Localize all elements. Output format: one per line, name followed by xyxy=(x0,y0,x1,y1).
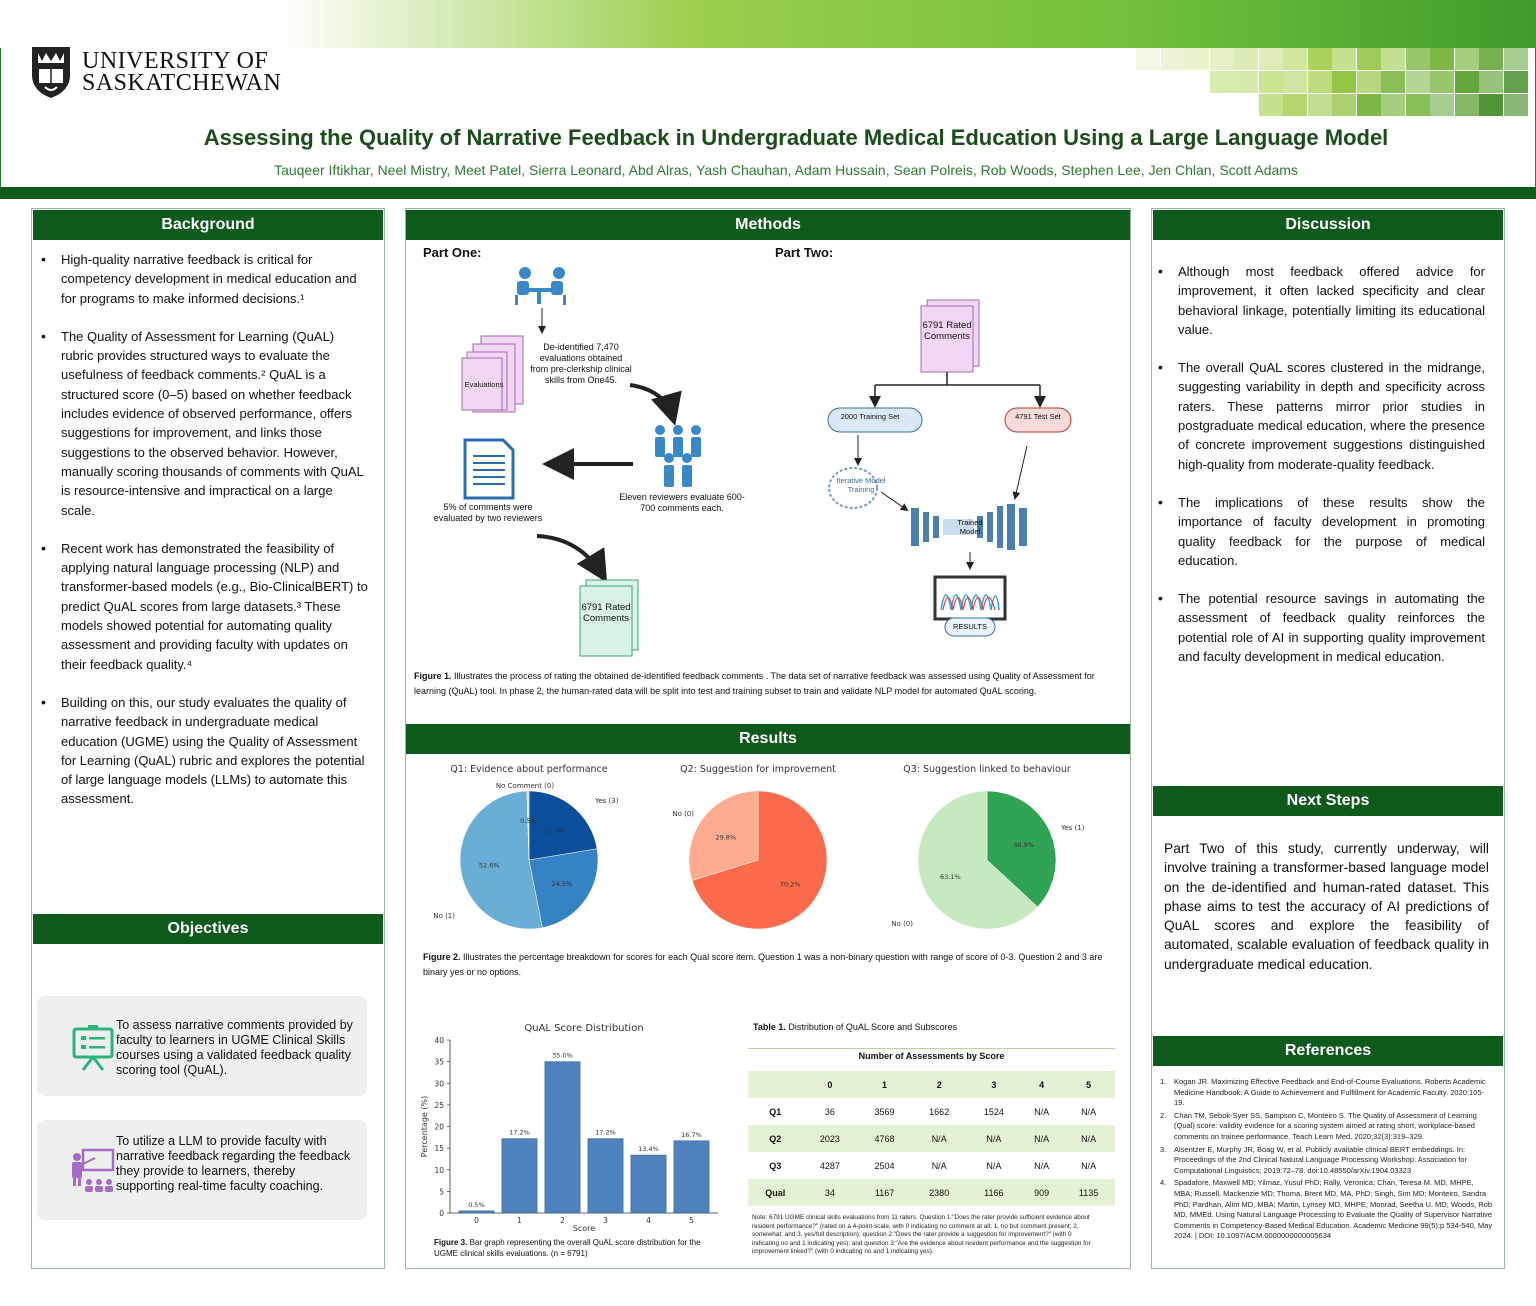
reference-text: Spadafore, Maxwell MD; Yilmaz, Yusuf PhD; Rally, Veronica; Chan, Teresa M. MD, MHPE, MBA; Russell, Mackenzie MD; Thoma, Brent MD, MA, PhD; Singh, Sim MD; Monteiro, Sandra PhD; Pardhan, Alim MD, MBA; Martin, Lynsey MD, MHPE; Monrad, Seetha U. MD; Woods, Rob MD, MMEd. Using Natural Language Processing to Evaluate the Quality of Supervisor Narrative Comments in Competency-Based Medical Education. Academic Medicine 99(5):p 534-540, May 2024. | DOI: 10.1097/ACM.0000000000005634 xyxy=(1174,1178,1493,1241)
pie-category-label: No (1) xyxy=(433,912,455,920)
list-item: • The implications of these results show the importance of faculty development in promoting quality feedback for the purpose of medical education. xyxy=(1150,493,1485,570)
table-cell: N/A xyxy=(1081,1133,1097,1144)
bar-value-label: 17.2% xyxy=(595,1128,616,1137)
table-cell: N/A xyxy=(931,1160,947,1171)
document-icon xyxy=(465,440,513,498)
table-cell: 2504 xyxy=(874,1160,895,1171)
figure2-text: Illustrates the percentage breakdown for scores for each Qual score item. Question 1 was a non-binary question with range of score of 0-3. Question 2 and 3 are binary yes or no options. xyxy=(423,952,1103,977)
pie-title: Q2: Suggestion for improvement xyxy=(680,764,836,775)
x-tick-label: 1 xyxy=(517,1216,522,1225)
figure1-label: Figure 1. xyxy=(414,671,452,681)
deidentified-text: De-identified 7,470 evaluations obtained from pre-clerkship clinical skills from One45. xyxy=(530,342,632,385)
pie-value-label: 63.1% xyxy=(939,873,961,882)
reference-item xyxy=(1160,1178,1493,1242)
part-two-label: Part Two: xyxy=(775,245,834,260)
table-header-cell: 5 xyxy=(1086,1079,1092,1090)
reference-number: 1. xyxy=(1160,1077,1167,1086)
figure3-text: Bar graph representing the overall QuAL score distribution for the UGME clinical skills evaluations. (n = 6791) xyxy=(434,1238,701,1258)
bar xyxy=(502,1139,537,1213)
table-cell: 909 xyxy=(1034,1187,1050,1198)
reference-number: 2. xyxy=(1160,1110,1167,1120)
y-axis-label: Percentage (%) xyxy=(420,1095,429,1158)
pie-category-label: No (0) xyxy=(891,920,913,928)
next-steps-heading: Next Steps xyxy=(1153,786,1503,816)
table-cell: 1166 xyxy=(984,1187,1004,1198)
rated-comments-label-part-two: 6791 Rated Comments xyxy=(922,320,972,342)
discussion-list xyxy=(1150,262,1485,685)
crest-icon xyxy=(30,45,72,99)
table-cell: Q3 xyxy=(769,1160,782,1171)
meeting-people-icon xyxy=(515,267,566,305)
teacher-presentation-icon xyxy=(69,1148,115,1194)
header-divider xyxy=(0,187,1536,199)
table-cell: Q1 xyxy=(769,1106,782,1117)
table-cell: 4768 xyxy=(874,1133,895,1144)
pie-value-label: 22.4% xyxy=(544,826,566,835)
university-logo xyxy=(30,45,281,99)
bar-value-label: 13.4% xyxy=(638,1145,659,1154)
evaluations-stack-icon xyxy=(462,336,523,412)
y-tick-label: 40 xyxy=(434,1036,444,1045)
figure1-caption xyxy=(414,669,1114,699)
y-tick-label: 0 xyxy=(439,1209,444,1218)
table1-caption xyxy=(753,1020,1113,1035)
header-gradient-bar xyxy=(0,0,1536,48)
iterative-training-label: Iterative Model Training xyxy=(836,476,886,494)
table-row xyxy=(748,1179,1115,1206)
pie-value-label: 52.6% xyxy=(478,861,500,870)
bar-value-label: 16.7% xyxy=(681,1130,702,1139)
figure2-label: Figure 2. xyxy=(423,952,461,962)
table-row xyxy=(748,1125,1115,1152)
list-item: • Recent work has demonstrated the feasibility of applying natural language processing (NLP) and transformer-based models (e.g., Bio-ClinicalBERT) to predict QuAL scores from large datasets.³ These models showed potential for automating quality assessment and providing faculty with updates on their feedback quality.⁴ xyxy=(33,539,370,674)
y-tick-label: 20 xyxy=(434,1122,444,1132)
objective-card-2 xyxy=(37,1120,367,1220)
objective-card-1 xyxy=(37,996,367,1096)
figure3-caption xyxy=(434,1237,714,1259)
objective-text-1: To assess narrative comments provided by faculty to learners in UGME Clinical Skills courses using a validated feedback quality scoring tool (QuAL). xyxy=(116,1018,353,1077)
university-name-line2: SASKATCHEWAN xyxy=(82,70,282,96)
pie-charts xyxy=(405,756,1131,946)
table-cell: N/A xyxy=(1081,1106,1097,1117)
table-cell: 1167 xyxy=(874,1187,895,1198)
pie-value-label: 0.5% xyxy=(520,816,537,825)
table-row xyxy=(748,1152,1115,1179)
table-cell: 2380 xyxy=(929,1187,950,1198)
x-tick-label: 3 xyxy=(603,1216,608,1225)
figure2-caption xyxy=(423,950,1113,980)
x-tick-label: 2 xyxy=(560,1216,565,1225)
table-cell: 1662 xyxy=(929,1106,950,1117)
reference-item xyxy=(1160,1077,1493,1109)
bar xyxy=(588,1139,623,1213)
bar-value-label: 35.0% xyxy=(552,1051,573,1060)
table-cell: Qual xyxy=(765,1187,786,1198)
y-tick-label: 25 xyxy=(434,1100,444,1110)
reviewers-text: Eleven reviewers evaluate 600-700 comments each. xyxy=(619,492,745,513)
bar-value-label: 0.5% xyxy=(468,1200,485,1209)
table-cell: 1135 xyxy=(1078,1187,1099,1198)
y-tick-label: 5 xyxy=(439,1187,444,1197)
bar-chart-title: QuAL Score Distribution xyxy=(524,1023,644,1034)
table-cell: N/A xyxy=(931,1133,947,1144)
table-cell: N/A xyxy=(1081,1160,1097,1171)
table-title: Number of Assessments by Score xyxy=(858,1051,1005,1061)
methods-flow-diagram xyxy=(405,240,1131,670)
list-item: • The potential resource savings in automating the assessment of feedback quality reinforces the potential role of AI in supporting quality improvement and faculty development in medical education. xyxy=(1150,589,1485,666)
part-one-label: Part One: xyxy=(423,245,482,260)
table-header-cell: 2 xyxy=(936,1079,942,1090)
y-tick-label: 15 xyxy=(434,1144,444,1154)
bar xyxy=(545,1062,580,1213)
score-table xyxy=(748,1071,1115,1206)
list-item: • High-quality narrative feedback is critical for competency development in medical education and for programs to make informed decisions.¹ xyxy=(33,250,370,308)
pie-category-label: No Comment (0) xyxy=(495,782,555,790)
next-steps-text: Part Two of this study, currently underway, will involve training a transformer-based language model on the de-identified and human-rated dataset. This phase aims to test the accuracy of AI predictions of QuAL scores and explore the feasibility of automated, scalable evaluation of feedback quality in undergraduate medical education. xyxy=(1164,841,1489,972)
pie-title: Q3: Suggestion linked to behaviour xyxy=(903,764,1071,775)
pie-title: Q1: Evidence about performance xyxy=(450,764,608,775)
table-cell: 2023 xyxy=(819,1133,840,1144)
table-cell: 36 xyxy=(824,1106,835,1117)
bar xyxy=(674,1141,709,1213)
table-cell: N/A xyxy=(986,1133,1002,1144)
table-header-cell: 4 xyxy=(1039,1079,1045,1090)
table-cell: 3569 xyxy=(874,1106,895,1117)
table-cell: 4287 xyxy=(819,1160,840,1171)
list-item: • Although most feedback offered advice for improvement, it often lacked specificity and clear behavioral linkage, potentially limiting its educational value. xyxy=(1150,262,1485,339)
table-cell: N/A xyxy=(1034,1160,1050,1171)
bar xyxy=(459,1211,494,1213)
poster-authors: Tauqeer Iftikhar, Neel Mistry, Meet Patel, Sierra Leonard, Abd Alras, Yash Chauhan, Adam Hussain, Sean Polreis, Rob Woods, Stephen Lee, Jen Chlan, Scott Adams xyxy=(274,162,1298,178)
table-note: Note: 6791 UGME clinical skills evaluations from 11 raters. Question 1:"Does the rater provide sufficient evidence about resident performance?" (rated on a 4-point scale, with 0 indicating no comment at all; 1, no but comment present; 2, somewhat; and 3, yes/full description); question 2:"Does the rater provide a suggestion for improvement?" (with 0 indicating no and 1 indicating yes); and question 3:"Are the evidence about resident performance and the suggestion for improvement linked?" (with 0 indicating no and 1 indicating yes). xyxy=(752,1214,1091,1256)
table-cell: 1524 xyxy=(983,1106,1004,1117)
reference-number: 3. xyxy=(1160,1144,1167,1154)
header-tile-pattern xyxy=(1136,48,1536,116)
table-cell: N/A xyxy=(1034,1106,1050,1117)
trained-model-label: Trained Model xyxy=(957,518,983,536)
checklist-board-icon xyxy=(71,1024,115,1072)
reference-text: Kogan JR. Maximizing Effective Feedback and End-of-Course Evaluations. Roberts Academic Medicine Handbook: A Guide to Achievement and Fulfillment for Academic Faculty. 2020:105-19. xyxy=(1174,1077,1486,1108)
table1-label: Table 1. xyxy=(753,1022,786,1032)
pie-value-label: 70.2% xyxy=(779,880,801,889)
rated-comments-label-part-one: 6791 Rated Comments xyxy=(581,602,631,624)
table-cell: N/A xyxy=(1034,1133,1050,1144)
table-cell: Q2 xyxy=(769,1133,782,1144)
table-header-cell: 0 xyxy=(827,1079,833,1090)
reference-item xyxy=(1160,1111,1493,1143)
y-tick-label: 35 xyxy=(434,1057,444,1067)
test-set-label: 4791 Test Set xyxy=(1015,412,1061,421)
pie-category-label: No (0) xyxy=(672,810,694,818)
references-heading: References xyxy=(1153,1036,1503,1066)
bar xyxy=(631,1155,666,1213)
table-row xyxy=(748,1098,1115,1125)
table-header-cell: 3 xyxy=(991,1079,997,1090)
pie-category-label: Yes (1) xyxy=(1061,824,1085,832)
figure3-label: Figure 3. xyxy=(434,1238,468,1247)
reference-number: 4. xyxy=(1160,1178,1167,1188)
list-item: • The Quality of Assessment for Learning (QuAL) rubric provides structured ways to evaluate the usefulness of feedback comments.² QuAL is a structured score (0–5) based on whether feedback includes evidence of observed performance, offers suggestions for improvement, and links those suggestions to the observed behavior. However, manually scoring thousands of comments with QuAL is resource-intensive and impractical on a large scale. xyxy=(33,327,370,520)
double-review-text: 5% of comments were evaluated by two reviewers xyxy=(433,502,543,523)
x-tick-label: 4 xyxy=(646,1216,651,1225)
pie-category-label: Yes (3) xyxy=(595,797,619,805)
results-monitor-icon xyxy=(935,577,1005,619)
reference-text: Chan TM, Sebok-Syer SS, Sampson C, Monteiro S. The Quality of Assessment of Learning (Qual) score: validity evidence for a scoring system aimed at rating short, workplace-based comments on trainee performance. Teach Learn Med. 2020;32(3):319–329. xyxy=(1174,1110,1477,1141)
background-heading: Background xyxy=(33,210,383,240)
pie-value-label: 24.5% xyxy=(551,879,573,888)
background-list xyxy=(33,250,370,828)
methods-heading: Methods xyxy=(406,210,1130,240)
objective-text-2: To utilize a LLM to provide faculty with narrative feedback regarding the feedback they provide to learners, thereby supporting real-time faculty coaching. xyxy=(116,1134,351,1193)
table-header-cell xyxy=(748,1071,803,1098)
list-item: • Building on this, our study evaluates the quality of narrative feedback in undergraduate medical education (UGME) using the Quality of Assessment for Learning (QuAL) rubric and explores the potential of large language models (LLMs) to automate this assessment. xyxy=(33,693,370,809)
training-set-label: 2000 Training Set xyxy=(840,412,900,421)
references-list xyxy=(1160,1077,1493,1244)
x-axis-label: Score xyxy=(572,1224,596,1233)
reference-text: Alsentzer E, Murphy JR, Boag W, et al. Publicly available clinical BERT embeddings. In: Proceedings of the 2nd Clinical Natural Language Processing Workshop. Association for Computational Linguistics; 2019:72–78. doi:10.48550/arXiv.1904.03323 xyxy=(1174,1144,1467,1175)
table-cell: 34 xyxy=(824,1187,835,1198)
poster-title: Assessing the Quality of Narrative Feedback in Undergraduate Medical Education Using a Large Language Model xyxy=(203,125,1389,150)
results-heading: Results xyxy=(406,724,1130,754)
table-header-cell: 1 xyxy=(882,1079,888,1090)
pie-value-label: 36.9% xyxy=(1013,840,1035,849)
bar-chart xyxy=(405,1015,725,1235)
y-tick-label: 10 xyxy=(434,1165,444,1175)
objectives-heading: Objectives xyxy=(33,914,383,944)
reference-item xyxy=(1160,1145,1493,1177)
discussion-heading: Discussion xyxy=(1153,210,1503,240)
y-tick-label: 30 xyxy=(434,1079,444,1089)
reviewers-group-icon xyxy=(655,425,701,487)
x-tick-label: 0 xyxy=(474,1216,479,1225)
x-tick-label: 5 xyxy=(689,1216,694,1225)
list-item: • The overall QuAL scores clustered in the midrange, suggesting variability in depth and specificity across raters. These patterns mirror prior studies in postgraduate medical education, where the presence of concrete improvement suggestions distinguished high-quality from moderate-quality feedback. xyxy=(1150,358,1485,474)
university-name-line1: UNIVERSITY OF xyxy=(82,48,269,74)
results-box-label: RESULTS xyxy=(952,622,988,631)
bar-value-label: 17.2% xyxy=(509,1128,530,1137)
figure1-text: Illustrates the process of rating the obtained de-identified feedback comments . The data set of narrative feedback was assessed using Quality of Assessment for learning (QuAL) tool. In phase 2, the human-rated data will be split into test and training subset to train and validate NLP model for automated QuAL scoring. xyxy=(414,671,1095,696)
pie-value-label: 29.8% xyxy=(715,833,737,842)
table1-caption-text: Distribution of QuAL Score and Subscores xyxy=(788,1022,958,1032)
evaluations-label: Evaluations xyxy=(464,380,504,389)
table-cell: N/A xyxy=(986,1160,1002,1171)
